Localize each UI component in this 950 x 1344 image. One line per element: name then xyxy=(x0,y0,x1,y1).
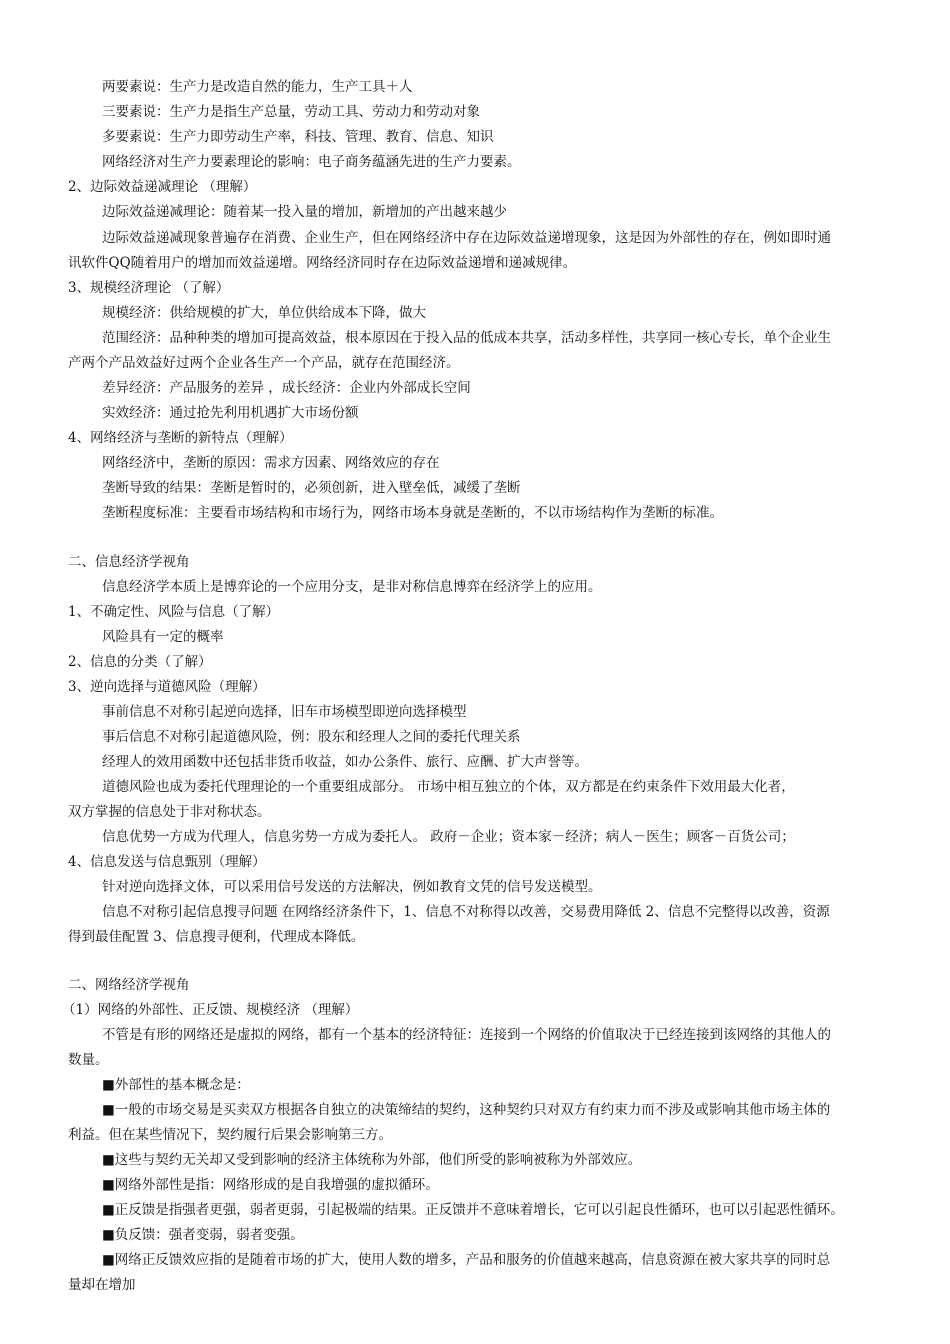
text-line: 经理人的效用函数中还包括非货币收益，如办公条件、旅行、应酬、扩大声誉等。 xyxy=(102,754,588,770)
text-line: 实效经济：通过抢先利用机遇扩大市场份额 xyxy=(102,405,359,421)
text-line: ■网络外部性是指：网络形成的是自我增强的虚拟循环。 xyxy=(102,1177,439,1193)
text-line: 三要素说：生产力是指生产总量，劳动工具、劳动力和劳动对象 xyxy=(102,104,480,120)
text-line: ■一般的市场交易是买卖双方根据各自独立的决策缔结的契约，这种契约只对双方有约束力而不涉及或影响其他市场主体的 xyxy=(102,1102,831,1118)
text-line: 垄断导致的结果：垄断是暂时的，必须创新，进入壁垒低，减缓了垄断 xyxy=(102,480,521,496)
text-line: 得到最佳配置 3、信息搜寻便利，代理成本降低。 xyxy=(68,929,365,945)
text-line: 信息经济学本质上是博弈论的一个应用分支，是非对称信息博弈在经济学上的应用。 xyxy=(102,579,602,595)
text-line: 边际效益递减理论：随着某一投入量的增加，新增加的产出越来越少 xyxy=(102,204,507,220)
text-line: 垄断程度标准：主要看市场结构和市场行为，网络市场本身就是垄断的，不以市场结构作为垄断的标准。 xyxy=(102,505,723,521)
text-line: 事前信息不对称引起逆向选择，旧车市场模型即逆向选择模型 xyxy=(102,704,467,720)
text-line: ■外部性的基本概念是： xyxy=(102,1077,250,1093)
text-line: 4、信息发送与信息甄别（理解） xyxy=(68,854,266,870)
text-line: 讯软件QQ随着用户的增加而效益递增。网络经济同时存在边际效益递增和递减规律。 xyxy=(68,255,577,271)
text-line: 利益。但在某些情况下，契约履行后果会影响第三方。 xyxy=(68,1127,392,1143)
text-line: 道德风险也成为委托代理理论的一个重要组成部分。 市场中相互独立的个体，双方都是在约束条件下效用最大化者， xyxy=(102,779,795,795)
text-line: 信息不对称引起信息搜寻问题 在网络经济条件下，1、信息不对称得以改善，交易费用降低 2、信息不完整得以改善，资源 xyxy=(102,904,830,920)
text-line: 2、边际效益递减理论 （理解） xyxy=(68,179,257,195)
text-line: 3、规模经济理论 （了解） xyxy=(68,280,230,296)
text-line: （1）网络的外部性、正反馈、规模经济 （理解） xyxy=(62,1002,359,1018)
text-line: 针对逆向选择文体，可以采用信号发送的方法解决，例如教育文凭的信号发送模型。 xyxy=(102,879,602,895)
text-line: 风险具有一定的概率 xyxy=(102,629,224,645)
text-line: 二、信息经济学视角 xyxy=(68,554,190,570)
text-line: 多要素说：生产力即劳动生产率，科技、管理、教育、信息、知识 xyxy=(102,129,494,145)
text-line: 数量。 xyxy=(68,1052,109,1068)
text-line: 不管是有形的网络还是虚拟的网络，都有一个基本的经济特征：连接到一个网络的价值取决于已经连接到该网络的其他人的 xyxy=(102,1027,831,1043)
text-line: ■网络正反馈效应指的是随着市场的扩大，使用人数的增多，产品和服务的价值越来越高，信息资源在被大家共享的同时总 xyxy=(102,1252,831,1268)
text-line: 范围经济：品种种类的增加可提高效益，根本原因在于投入品的低成本共享，活动多样性，共享同一核心专长，单个企业生 xyxy=(102,330,831,346)
text-line: 1、不确定性、风险与信息（了解） xyxy=(68,604,280,620)
text-line: 信息优势一方成为代理人，信息劣势一方成为委托人。 政府－企业；资本家－经济；病人－医生；顾客－百货公司； xyxy=(102,829,795,845)
text-line: 二、网络经济学视角 xyxy=(68,977,190,993)
text-line: 双方掌握的信息处于非对称状态。 xyxy=(68,804,271,820)
text-line: ■正反馈是指强者更强，弱者更弱，引起极端的结果。正反馈并不意味着增长，它可以引起良性循环，也可以引起恶性循环。 xyxy=(102,1202,844,1218)
text-line: ■这些与契约无关却又受到影响的经济主体统称为外部，他们所受的影响被称为外部效应。 xyxy=(102,1152,642,1168)
text-line: 两要素说：生产力是改造自然的能力，生产工具＋人 xyxy=(102,79,413,95)
text-line: 差异经济：产品服务的差异 ，成长经济：企业内外部成长空间 xyxy=(102,380,471,396)
text-line: 4、网络经济与垄断的新特点（理解） xyxy=(68,430,293,446)
text-line: 规模经济：供给规模的扩大，单位供给成本下降，做大 xyxy=(102,305,426,321)
text-line: 边际效益递减现象普遍存在消费、企业生产，但在网络经济中存在边际效益递增现象，这是因为外部性的存在，例如即时通 xyxy=(102,230,831,246)
text-line: 2、信息的分类（了解） xyxy=(68,654,212,670)
text-line: 产两个产品效益好过两个企业各生产一个产品，就存在范围经济。 xyxy=(68,355,460,371)
text-line: 网络经济对生产力要素理论的影响：电子商务蕴涵先进的生产力要素。 xyxy=(102,154,521,170)
text-line: ■负反馈：强者变弱，弱者变强。 xyxy=(102,1227,304,1243)
text-line: 网络经济中，垄断的原因：需求方因素、网络效应的存在 xyxy=(102,455,440,471)
text-line: 3、逆向选择与道德风险（理解） xyxy=(68,679,266,695)
text-line: 量却在增加 xyxy=(68,1277,136,1293)
text-line: 事后信息不对称引起道德风险，例：股东和经理人之间的委托代理关系 xyxy=(102,729,521,745)
